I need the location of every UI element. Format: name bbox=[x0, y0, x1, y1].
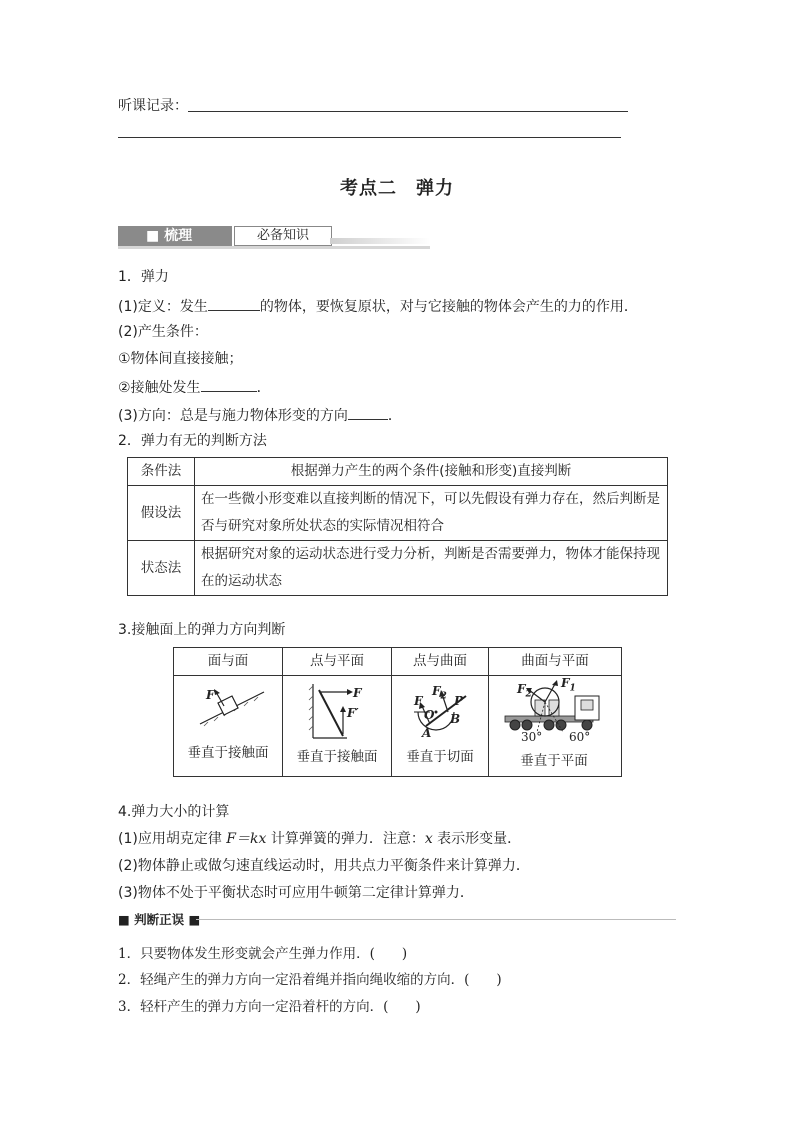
figure-cell-face bbox=[174, 676, 283, 777]
method-cell: 假设法 bbox=[128, 486, 195, 541]
notes-line-1[interactable] bbox=[188, 111, 628, 112]
judge-divider bbox=[196, 919, 676, 920]
figure-cell-curve-plane bbox=[489, 676, 622, 777]
figure-cell-point-plane bbox=[283, 676, 392, 777]
header-cell: 面与面 bbox=[174, 648, 283, 676]
s2-heading: 2．弹力有无的判断方法 bbox=[118, 433, 267, 449]
label-f2: $F_2$ bbox=[432, 684, 447, 702]
figure-cell-point-curve bbox=[392, 676, 489, 777]
banner-fade bbox=[330, 238, 430, 244]
method-cell: 状态法 bbox=[128, 541, 195, 596]
header-cell: 点与曲面 bbox=[392, 648, 489, 676]
desc-cell: 根据弹力产生的两个条件(接触和形变)直接判断 bbox=[195, 458, 668, 486]
label-f1: $F_1$ bbox=[561, 676, 576, 694]
blank-direction[interactable] bbox=[348, 404, 388, 420]
table-row bbox=[128, 486, 668, 541]
direction-table bbox=[173, 647, 622, 777]
s1-direction: (3)方向：总是与施力物体形变的方向 ． bbox=[118, 404, 402, 426]
method-cell: 条件法 bbox=[128, 458, 195, 486]
label-angle-60: 60° bbox=[569, 730, 591, 744]
s1-condition-2: ②接触处发生 ． bbox=[118, 376, 271, 398]
banner-essentials: 必备知识 bbox=[234, 226, 332, 246]
s1-heading: 1．弹力 bbox=[118, 269, 169, 285]
table-row bbox=[174, 648, 622, 676]
s3-heading: 3.接触面上的弹力方向判断 bbox=[118, 622, 286, 638]
s4-p1: (1)应用胡克定律 F＝kx 计算弹簧的弹力．注意：x 表示形变量． bbox=[118, 831, 522, 847]
section-title: 考点二 弹力 bbox=[340, 178, 454, 199]
label-f2: $F_2$ bbox=[517, 682, 532, 700]
label-f1: F bbox=[414, 694, 423, 708]
table-row bbox=[128, 458, 668, 486]
caption: 垂直于接触面 bbox=[187, 745, 269, 761]
label-angle-30: 30° bbox=[521, 730, 543, 744]
label-f-prime: F′ bbox=[347, 706, 359, 720]
s4-p2: (2)物体静止或做匀速直线运动时，用共点力平衡条件来计算弹力． bbox=[118, 858, 530, 874]
header-cell: 点与平面 bbox=[283, 648, 392, 676]
banner-summary: ■ 梳理 bbox=[118, 226, 232, 246]
s4-p3: (3)物体不处于平衡状态时可应用牛顿第二定律计算弹力． bbox=[118, 885, 474, 901]
judge-tag: ■ 判断正误 ■ bbox=[118, 912, 201, 927]
s1-condition-label: (2)产生条件： bbox=[118, 324, 208, 340]
label-a: A bbox=[422, 726, 432, 740]
notes-label: 听课记录： bbox=[118, 98, 188, 114]
banner-underline bbox=[118, 246, 430, 249]
method-table bbox=[127, 457, 668, 596]
s4-heading: 4.弹力大小的计算 bbox=[118, 804, 230, 820]
label-f: F bbox=[353, 686, 362, 700]
s1-condition-1: ①物体间直接接触； bbox=[118, 351, 243, 367]
label-f: F bbox=[206, 688, 215, 702]
label-b: B bbox=[450, 712, 461, 726]
caption: 垂直于接触面 bbox=[296, 749, 378, 765]
label-p: P bbox=[454, 694, 464, 708]
desc-cell: 在一些微小形变难以直接判断的情况下，可以先假设有弹力存在，然后判断是否与研究对象所处状态的实际情况相符合 bbox=[195, 486, 668, 541]
header-cell: 曲面与平面 bbox=[489, 648, 622, 676]
judge-item-2: 2．轻绳产生的弹力方向一定沿着绳并指向绳收缩的方向．( ) bbox=[118, 972, 502, 988]
blank-definition[interactable] bbox=[208, 295, 260, 311]
hooke-formula: F＝kx bbox=[226, 831, 267, 847]
caption: 垂直于平面 bbox=[520, 753, 588, 769]
judge-item-1: 1．只要物体发生形变就会产生弹力作用．( ) bbox=[118, 946, 408, 962]
table-row bbox=[174, 676, 622, 777]
judge-item-3: 3．轻杆产生的弹力方向一定沿着杆的方向．( ) bbox=[118, 999, 421, 1015]
s1-definition: (1)定义：发生 的物体，要恢复原状，对与它接触的物体会产生的力的作用． bbox=[118, 295, 638, 317]
notes-line-2[interactable] bbox=[118, 137, 621, 138]
label-o: O bbox=[424, 708, 435, 722]
table-row bbox=[128, 541, 668, 596]
blank-condition[interactable] bbox=[201, 376, 257, 392]
caption: 垂直于切面 bbox=[406, 749, 474, 765]
desc-cell: 根据研究对象的运动状态进行受力分析，判断是否需要弹力，物体才能保持现在的运动状态 bbox=[195, 541, 668, 596]
